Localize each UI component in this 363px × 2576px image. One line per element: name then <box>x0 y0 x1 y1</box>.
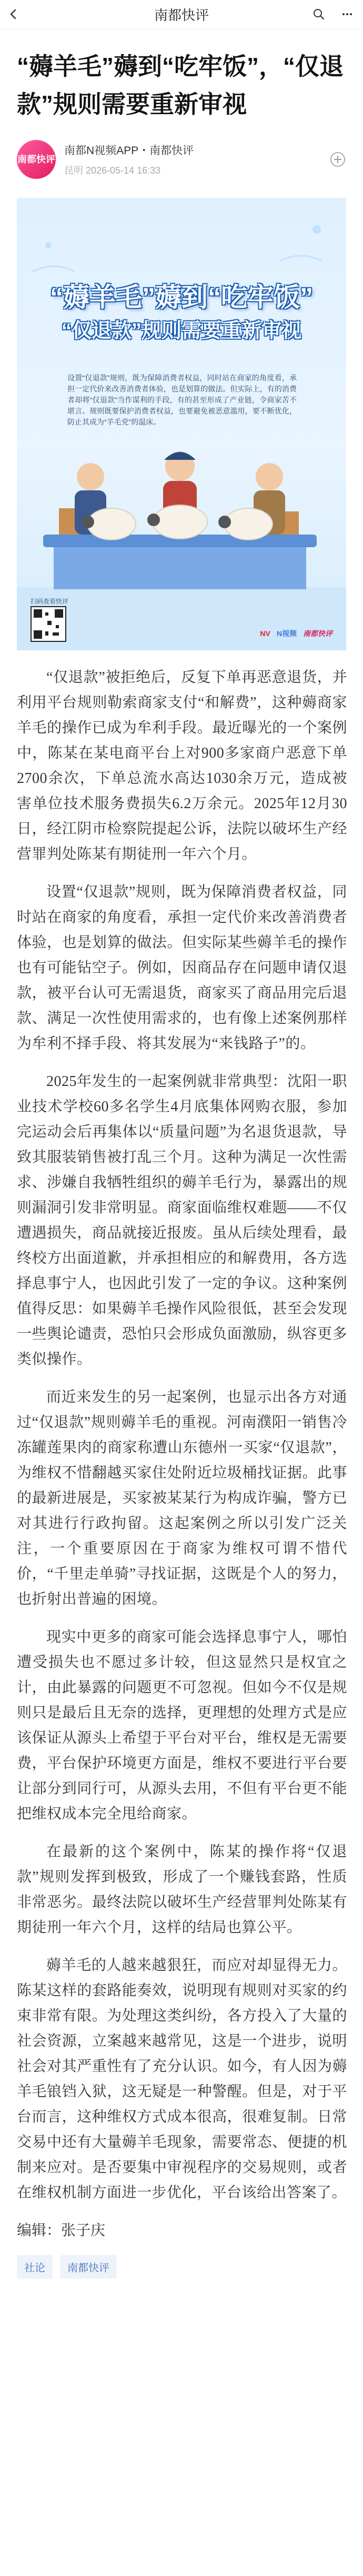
nav-actions <box>309 5 357 24</box>
article-poster-image <box>17 198 346 650</box>
qr-code-icon <box>32 607 65 641</box>
paragraph: 在最新的这个案例中，陈某的操作将“仅退款”规则发挥到极致，形成了一个赚钱套路，性质非常恶劣。最终法院以破坏生产经营罪判处陈某有期徒刑一年六个月，这样的结局也算公平。 <box>17 1844 347 1936</box>
poster-description: 设置“仅退款”规则，既为保障消费者权益，同时站在商家的角度看，承担一定代价来改善消费者体验，也是划算的做法。但实际上，有的消费者却将“仅退款”当作谋利的手段，有的甚至形成了产业链，令商家苦不堪言。规则既要保护消费者权益，也要避免被恶意滥用，要不断优化，防止其成为“羊毛党”的温床。 <box>67 374 297 426</box>
poster-subtitle: “仅退款”规则需要重新审视 <box>61 320 301 342</box>
publish-meta: 昆明 2026-05-14 16:33 <box>64 165 161 176</box>
paragraph: 2025年发生的一起案例就非常典型：沈阳一职业技术学校60多名学生4月底集体网购衣服，参加完运动会后再集体以“质量问题”为名退货退款，导致其服装销售被打乱三个月。这种为满足一次性需求、涉嫌自我牺牲组织的薅羊毛行为，暴露出的规则漏洞引发非常明显。商家面临维权难题——不仅遭遇损失，商品就接近报废。虽从后续处理看，最终校方出面道歉，并承担相应的和解费用，各方选择息事宁人，也因此引发了一定的争议。这种案例值得反思：如果薅羊毛操作风险很低，甚至会发现一些舆论谴责，恐怕只会形成负面激励，纵容更多类似操作。 <box>17 1073 347 1367</box>
paragraph: 现实中更多的商家可能会选择息事宁人，哪怕遭受损失也不愿过多计较，但这显然只是权宜之计，由此暴露的问题更不可忽视。但如今不仅是规则只是最后且无奈的选择，更理想的处理方式是应该保证从源头上希望于平台对平台，维权是无需要费，平台保护环境更方面是，维权不要进行平台要让部分到同行可，从源头去用，不但有平台更不能把维权成本完全甩给商家。 <box>17 1629 347 1822</box>
poster-title: “薅羊毛”薅到“吃牢饭” <box>50 283 313 312</box>
poster-footer <box>31 598 332 642</box>
nav-title: 南都快评 <box>154 7 209 23</box>
tag-item[interactable]: 南都快评 <box>60 2255 117 2279</box>
qr-code <box>31 606 66 642</box>
poster-logos <box>260 628 332 639</box>
author-name[interactable]: 南都N视频APP・南都快评 <box>64 145 194 157</box>
qr-label: 扫码查看快评 <box>31 598 69 605</box>
nandu-kuaiping-logo: 南都快评 <box>303 629 332 638</box>
tag-item[interactable]: 社论 <box>17 2255 53 2279</box>
tag-list <box>0 2243 363 2279</box>
follow-add-icon[interactable] <box>326 148 349 171</box>
back-arrow-icon[interactable] <box>4 5 23 24</box>
nvideo-logo: N视频 <box>276 629 297 638</box>
poster-illustration <box>22 398 341 619</box>
paragraph: 而近来发生的另一起案例，也显示出各方对通过“仅退款”规则薅羊毛的重视。河南濮阳一销售冷冻罐莲果肉的商家称遭山东德州一买家“仅退款”，为维权不惜翻越买家住处附近垃圾桶找证据。此事的最新进展是，买家被某某行为构成诈骗，警方已对其进行行政拘留。这起案例之所以引发广泛关注，一个重要原因在于商家为维权可谓不惜代价，“千里走单骑”寻找证据，这既是个人的努力，也折射出普遍的困境。 <box>17 1389 347 1607</box>
paragraph: “仅退款”被拒绝后，反复下单再恶意退货，并利用平台规则勒索商家支付“和解费”，这种薅商家羊毛的操作已成为牟利手段。最近曝光的一个案例中，陈某在某电商平台上对900多家商户恶意下单2700余次，下单总流水高达1030余万元，造成被害单位技术服务费损失6.2万余元。2025年12月30日，经江阴市检察院提起公诉，法院以破坏生产经营罪判处陈某有期徒刑一年六个月。 <box>17 669 347 862</box>
author-avatar[interactable]: 南都快评 <box>17 140 56 179</box>
editor-credit: 编辑：张子庆 <box>17 2222 106 2239</box>
search-icon[interactable] <box>309 5 328 24</box>
author-info <box>64 142 326 177</box>
paragraph: 设置“仅退款”规则，既为保障消费者权益，同时站在商家的角度看，承担一定代价来改善消费者体验，也是划算的做法。但实际某些薅羊毛的操作也有可能钻空子。例如，因商品存在问题申请仅退款，被平台认可无需退货，商家买了商品用完后退款、满足一次性使用需求的，也有像上述案例那样为牟利不择手段、将其发展为“来钱路子”的。 <box>17 884 347 1052</box>
paragraph: 薅羊毛的人越来越狠狂，而应对却显得无力。陈某这样的套路能奏效，说明现有规则对买家的约束非常有限。为处理这类纠纷，各方投入了大量的社会资源，立案越来越常见，这是一个进步，说明社会对其严重性有了充分认识。如今，有人因为薅羊毛锒铛入狱，这无疑是一种警醒。但是，对于平台而言，这种维权方式成本很高，很难复制。日常交易中还有大量薅羊毛现象，需要常态、便捷的机制来应对。是否要集中审视程序的交易规则，或者在维权机制方面进一步优化，平台该给出答案了。 <box>17 1957 347 2201</box>
author-row <box>0 123 363 180</box>
more-icon[interactable] <box>338 5 357 24</box>
article-body <box>0 650 363 2243</box>
article-headline: “薅羊毛”薅到“吃牢饭”，“仅退款”规则需要重新审视 <box>17 53 344 118</box>
nv-logo: NV <box>260 629 270 638</box>
top-navbar <box>0 0 363 29</box>
